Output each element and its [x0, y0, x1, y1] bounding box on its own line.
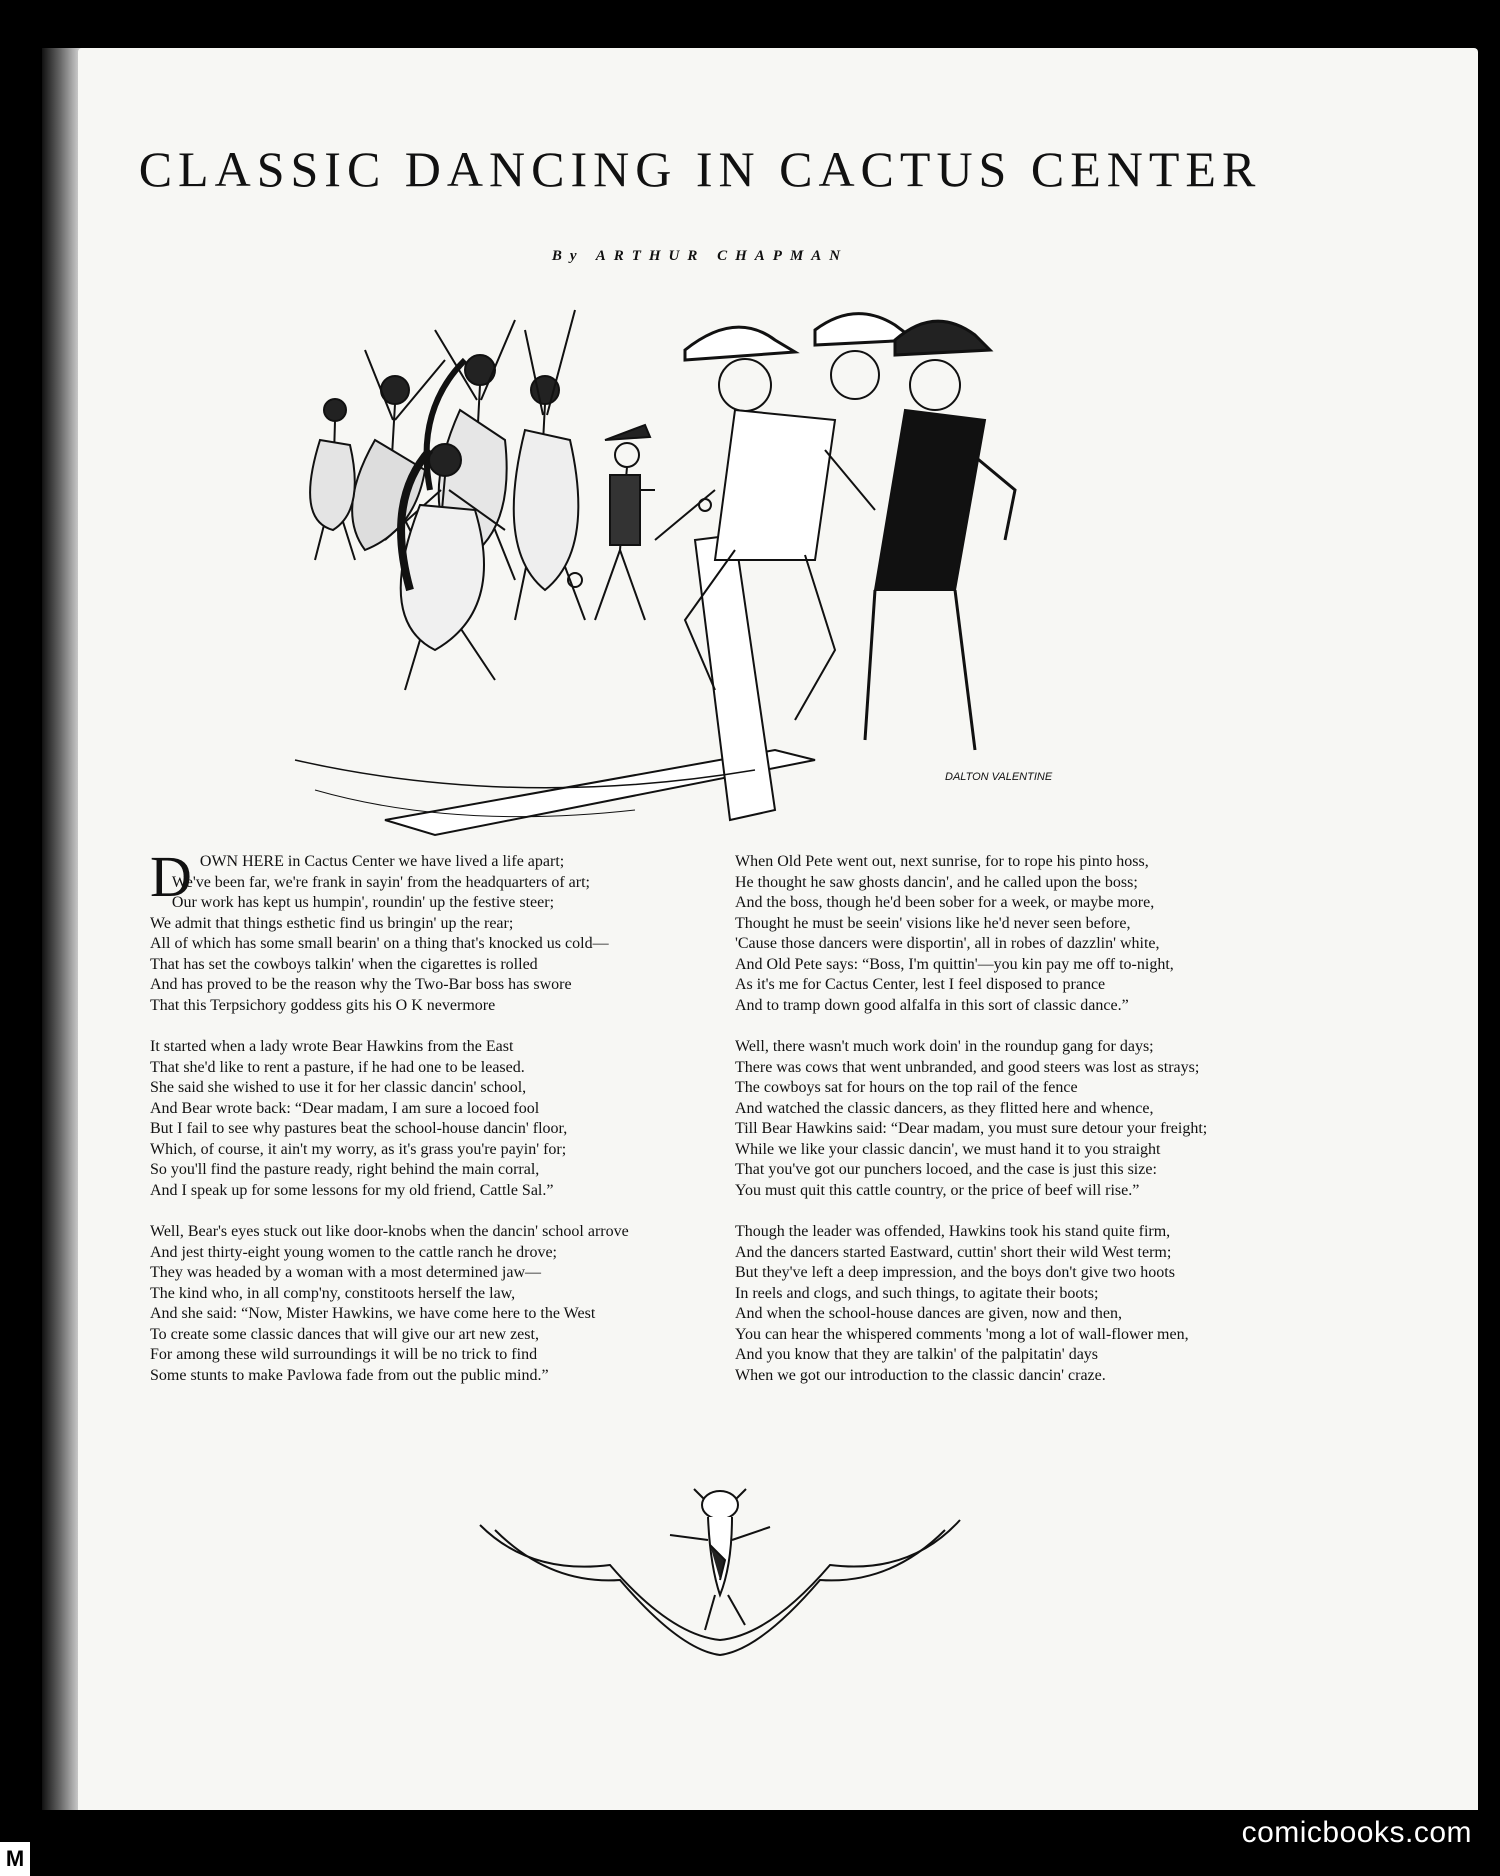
- poem-stanza: [150, 1037, 715, 1201]
- poem-line: For among these wild surroundings it will be no trick to find: [150, 1346, 538, 1363]
- dancer-figure-5: [310, 399, 355, 560]
- background-cowboy-figures: [568, 425, 711, 620]
- poem-line: In reels and clogs, and such things, to agitate their boots;: [735, 1284, 1099, 1302]
- illustrator-signature: DALTON VALENTINE: [945, 771, 1053, 783]
- poem-line: There was cows that went unbranded, and good steers was lost as strays;: [735, 1058, 1200, 1076]
- poem-line: We admit that things esthetic find us bringin' up the rear;: [150, 914, 514, 932]
- dancers-and-cowboys-illustration: [215, 290, 1155, 840]
- poem-line: And jest thirty-eight young women to the cattle ranch he drove;: [150, 1243, 557, 1261]
- corner-page-tab: M: [0, 1842, 30, 1876]
- poem-line: And Bear wrote back: “Dear madam, I am sure a locoed fool: [150, 1099, 540, 1117]
- poem-line: Thought he must be seein' visions like he'd never seen before,: [735, 914, 1131, 932]
- poem-line: And watched the classic dancers, as they flitted here and whence,: [735, 1099, 1154, 1117]
- poem-line: It started when a lady wrote Bear Hawkins from the East: [150, 1038, 514, 1055]
- poem-line: Till Bear Hawkins said: “Dear madam, you must sure detour your freight;: [735, 1120, 1208, 1137]
- poem-line: That you've got our punchers locoed, and the case is just this size:: [735, 1161, 1157, 1178]
- poem-line: And has proved to be the reason why the Two-Bar boss has swore: [150, 976, 572, 993]
- poem-line: When Old Pete went out, next sunrise, for to rope his pinto hoss,: [735, 853, 1149, 870]
- poem-line: 'Cause those dancers were disportin', all in robes of dazzlin' white,: [735, 935, 1160, 952]
- poem-line: When we got our introduction to the classic dancin' craze.: [735, 1366, 1106, 1384]
- poem-line: We've been far, we're frank in sayin' from the headquarters of art;: [171, 873, 590, 891]
- poem-line: That has set the cowboys talkin' when the cigarettes is rolled: [150, 955, 538, 973]
- poem-line: And the dancers started Eastward, cuttin' short their wild West term;: [735, 1243, 1172, 1261]
- poem-stanza: [150, 1222, 715, 1386]
- site-watermark: comicbooks.com: [1241, 1816, 1472, 1849]
- poem-stanza: [150, 844, 715, 1016]
- poem-line: They was headed by a woman with a most determined jaw—: [150, 1264, 541, 1281]
- poem-line: You can hear the whispered comments 'mong a lot of wall-flower men,: [735, 1325, 1189, 1343]
- poem-right-column: [735, 852, 1300, 1407]
- poem-stanza: [735, 852, 1300, 1016]
- poem-line: Though the leader was offended, Hawkins took his stand quite firm,: [735, 1223, 1171, 1240]
- poem-stanza: [735, 1222, 1300, 1386]
- poem-line: And the boss, though he'd been sober for a week, or maybe more,: [735, 894, 1155, 911]
- poem-line: Well, Bear's eyes stuck out like door-knobs when the dancin' school arrove: [150, 1223, 629, 1240]
- poem-line: All of which has some small bearin' on a thing that's knocked us cold—: [150, 935, 609, 952]
- poem-line: Some stunts to make Pavlowa fade from out the public mind.”: [150, 1366, 549, 1384]
- poem-line: Our work has kept us humpin', roundin' up the festive steer;: [171, 894, 555, 911]
- poem-line: But they've left a deep impression, and the boys don't give two hoots: [735, 1264, 1175, 1281]
- poem-line: She said she wished to use it for her classic dancin' school,: [150, 1079, 527, 1096]
- poem-line: He thought he saw ghosts dancin', and he called upon the boss;: [735, 873, 1138, 891]
- poem-line: And I speak up for some lessons for my old friend, Cattle Sal.”: [150, 1181, 554, 1199]
- poem-line: That this Terpsichory goddess gits his O K nevermore: [150, 996, 496, 1014]
- poem-line: As it's me for Cactus Center, lest I feel disposed to prance: [735, 976, 1106, 993]
- foreground-cowboy-figures: [655, 314, 1015, 750]
- poem-line: To create some classic dances that will give our art new zest,: [150, 1325, 539, 1343]
- poem-line: So you'll find the pasture ready, right behind the main corral,: [150, 1161, 540, 1178]
- poem-left-column: [150, 844, 715, 1407]
- book-spine-shadow: [42, 48, 82, 1810]
- poem-line: Well, there wasn't much work doin' in the roundup gang for days;: [735, 1038, 1154, 1055]
- drop-cap-letter: D: [150, 844, 192, 909]
- poem-line: But I fail to see why pastures beat the school-house dancin' floor,: [150, 1120, 568, 1137]
- poem-line: You must quit this cattle country, or the price of beef will rise.”: [735, 1181, 1140, 1199]
- poem-line: And to tramp down good alfalfa in this sort of classic dance.”: [735, 996, 1129, 1014]
- poem-line: While we like your classic dancin', we must hand it to you straight: [735, 1140, 1161, 1158]
- article-title: CLASSIC DANCING IN CACTUS CENTER: [138, 141, 1262, 197]
- poem-line: And Old Pete says: “Boss, I'm quittin'—you kin pay me off to-night,: [735, 955, 1174, 973]
- poem-line: And when the school-house dances are given, now and then,: [735, 1305, 1122, 1322]
- poem-line: That she'd like to rent a pasture, if he had one to be leased.: [150, 1058, 525, 1076]
- poem-line: Which, of course, it ain't my worry, as it's grass you're payin' for;: [150, 1140, 567, 1158]
- poem-line: And she said: “Now, Mister Hawkins, we have come here to the West: [150, 1305, 596, 1322]
- poem-line: The cowboys sat for hours on the top rail of the fence: [735, 1079, 1078, 1096]
- article-byline: By ARTHUR CHAPMAN: [551, 248, 849, 264]
- poem-line: And you know that they are talkin' of the palpitatin' days: [735, 1346, 1099, 1363]
- poem-stanza: [735, 1037, 1300, 1201]
- dancing-steer-tailpiece-icon: [470, 1485, 970, 1685]
- poem-line: OWN HERE in Cactus Center we have lived a life apart;: [199, 853, 565, 870]
- poem-line: The kind who, in all comp'ny, constitoots herself the law,: [150, 1284, 516, 1302]
